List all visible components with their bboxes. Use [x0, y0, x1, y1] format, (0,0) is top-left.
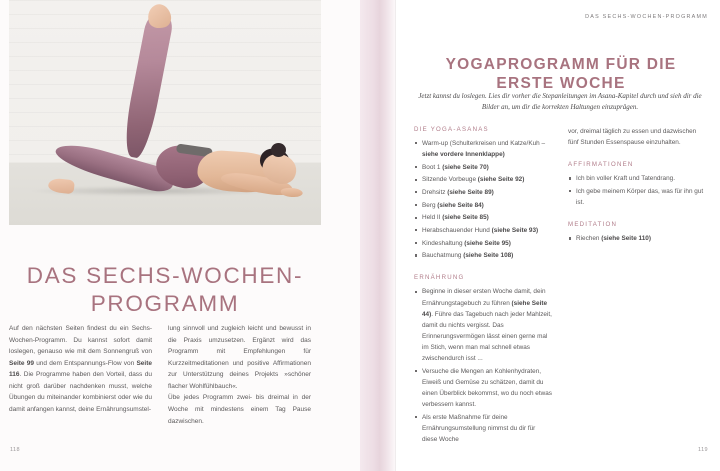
left-page-column-1 — [9, 323, 152, 427]
right-page-columns — [414, 126, 706, 447]
right-page-intro: Jetzt kannst du loslegen. Lies dir vorher die Stepanleitungen im Asana-Kapitel durch und sieh dir die Bilder an, um dir die korrekten Haltungen einzuprägen. — [418, 92, 702, 112]
ernaehrung-list — [414, 286, 552, 445]
book-gutter — [360, 0, 396, 471]
yoga-figure — [9, 0, 321, 225]
section-heading-meditation: MEDITATION — [568, 221, 618, 229]
right-page-column-1 — [414, 126, 552, 447]
list-item: Warm-up (Schulterkreisen und Katze/Kuh – siehe vordere Innenklappe) — [414, 138, 552, 160]
figure-hand — [280, 187, 303, 198]
left-page-title-line-1: DAS SECHS-WOCHEN- — [26, 263, 304, 289]
list-item: Als erste Maßnahme für deine Ernährungsumstellung nimmst du dir für diese Woche — [414, 412, 552, 445]
left-page-title — [9, 262, 321, 317]
yoga-photo — [9, 0, 321, 225]
running-head: DAS SECHS-WOCHEN-PROGRAMM — [585, 14, 708, 20]
list-item: Ich bin voller Kraft und Tatendrang. — [568, 173, 706, 184]
list-item: Kindeshaltung (siehe Seite 95) — [414, 238, 552, 249]
list-item: Beginne in dieser ersten Woche damit, dein Ernährungstagebuch zu führen (siehe Seite 44). Führe das Tagebuch nach jeder Mahlzeit, damit du nichts vergisst. Das Erinnerungsvermögen lässt einen gerne mal im Stich, wenn man mal schnell etwas zwischendurch isst ... — [414, 286, 552, 364]
left-column-2-paragraph-2: Übe jedes Programm zwei- bis dreimal in der Woche mit mindestens einem Tag Pause dazwischen. — [168, 394, 311, 425]
list-item: Berg (siehe Seite 84) — [414, 200, 552, 211]
list-item: Sitzende Vorbeuge (siehe Seite 92) — [414, 174, 552, 185]
page-number-left: 118 — [10, 447, 20, 453]
left-column-1-paragraph: Auf den nächsten Seiten findest du ein Sechs-Wochen-Programm. Du kannst sofort damit loslegen, genauso wie mit dem Sonnengruß von Seite 99 und dem Entspannungs-Flow von Seite 116. Die Programme haben den Vorteil, dass du nicht groß darüber nachdenken musst, welche Übungen du miteinander kombinierst oder wie du damit anfangen kannst, deine Ernährungsumstel- — [9, 325, 152, 413]
right-page-title-line-2: ERSTE WOCHE — [496, 75, 626, 93]
left-page-title-line-2: PROGRAMM — [90, 290, 240, 316]
left-column-2-paragraph-1: lung sinnvoll und zugleich leicht und bewusst in die Praxis umzusetzen. Ergänzt wird das Programm mit Empfehlungen für Kurzzeitmeditationen und positive Affirmationen zur Unterstützung deines Projekts »schöner flacher Wohlfühlbauch«. — [168, 325, 311, 390]
list-item: Versuche die Mengen an Kohlenhydraten, Eiweiß und Gemüse zu schätzen, damit du einen Überblick bekommst, wo du noch etwas verbessern kannst. — [414, 366, 552, 411]
list-item: Riechen (siehe Seite 110) — [568, 233, 706, 244]
affirmationen-list — [568, 173, 706, 208]
right-page — [396, 0, 720, 471]
photo-background — [9, 0, 321, 225]
figure-hair-bun — [271, 143, 286, 157]
section-heading-ernaehrung: ERNÄHRUNG — [414, 274, 465, 282]
right-page-title-line-1: YOGAPROGRAMM FÜR DIE — [445, 56, 677, 74]
right-page-title — [416, 56, 706, 94]
section-heading-asanas: DIE YOGA-ASANAS — [414, 126, 489, 133]
list-item: Bauchatmung (siehe Seite 108) — [414, 250, 552, 261]
list-item: Ich gebe meinem Körper das, was für ihn gut ist. — [568, 186, 706, 208]
left-page-body — [9, 323, 311, 427]
list-item: Drehsitz (siehe Seite 89) — [414, 187, 552, 198]
list-item: Boot 1 (siehe Seite 70) — [414, 162, 552, 173]
right-page-column-2 — [568, 126, 706, 447]
figure-extended-foot — [48, 178, 75, 195]
section-heading-affirmationen: AFFIRMATIONEN — [568, 161, 634, 169]
figure-raised-leg — [120, 9, 175, 159]
page-number-right: 119 — [698, 447, 708, 453]
list-item: Herabschauender Hund (siehe Seite 93) — [414, 225, 552, 236]
left-page-column-2 — [168, 323, 311, 427]
asanas-list — [414, 138, 552, 261]
list-item: Held II (siehe Seite 85) — [414, 212, 552, 223]
meditation-list — [568, 233, 706, 244]
ernaehrung-continuation: vor, dreimal täglich zu essen und dazwischen fünf Stunden Essenspause einzuhalten. — [568, 128, 697, 147]
